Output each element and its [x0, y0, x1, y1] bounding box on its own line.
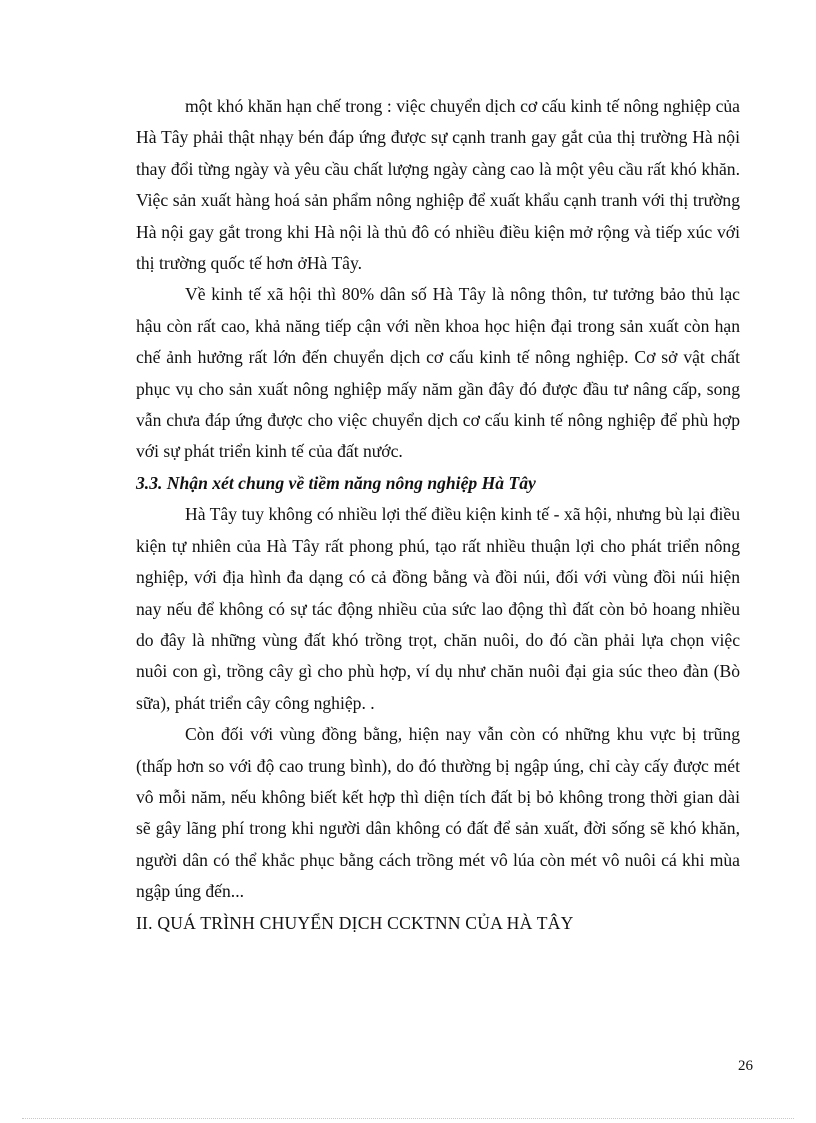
paragraph-body-2: Còn đối với vùng đồng bằng, hiện nay vẫn còn có những khu vực bị trũng (thấp hơn so với độ cao trung bình), do đó thường bị ngập úng, chỉ cày cấy được mét vô mỗi năm, nếu không biết kết hợp thì diện tích đất bị bỏ không trong thời gian dài sẽ gây lãng phí trong khi người dân không có đất để sản xuất, đời sống sẽ khó khăn, người dân có thể khắc phục bằng cách trồng mét vô lúa còn mét vô nuôi cá khi mùa ngập úng đến...	[136, 724, 740, 902]
section-heading: II. QUÁ TRÌNH CHUYỂN DỊCH CCKTNN CỦA HÀ TÂY	[136, 912, 574, 933]
document-page	[136, 91, 740, 939]
paragraph-intro-2: Về kinh tế xã hội thì 80% dân số Hà Tây là nông thôn, tư tưởng bảo thủ lạc hậu còn rất cao, khả năng tiếp cận với nền khoa học hiện đại trong sản xuất còn hạn chế ảnh hưởng rất lớn đến chuyển dịch cơ cấu kinh tế nông nghiệp. Cơ sở vật chất phục vụ cho sản xuất nông nghiệp mấy năm gần đây đó được đầu tư nâng cấp, song vẫn chưa đáp ứng được cho việc chuyển dịch cơ cấu kinh tế nông nghiệp để phù hợp với sự phát triển kinh tế của đất nước.	[136, 284, 740, 462]
page-number: 26	[738, 1058, 753, 1074]
subheading: 3.3. Nhận xét chung về tiềm năng nông nghiệp Hà Tây	[136, 472, 536, 493]
paragraph-intro-1: một khó khăn hạn chế trong : việc chuyển dịch cơ cấu kinh tế nông nghiệp của Hà Tây phải thật nhạy bén đáp ứng được sự cạnh tranh gay gắt của thị trường Hà nội thay đổi từng ngày và yêu cầu chất lượng ngày càng cao là một yêu cầu rất khó khăn. Việc sản xuất hàng hoá sản phẩm nông nghiệp để xuất khẩu cạnh tranh với thị trường Hà nội gay gắt trong khi Hà nội là thủ đô có nhiều điều kiện mở rộng và tiếp xúc với thị trường quốc tế hơn ởHà Tây.	[136, 96, 740, 274]
page-bottom-divider	[22, 1118, 794, 1119]
paragraph-body-1: Hà Tây tuy không có nhiều lợi thế điều kiện kinh tế - xã hội, nhưng bù lại điều kiện tự nhiên của Hà Tây rất phong phú, tạo rất nhiều thuận lợi cho phát triển nông nghiệp, với địa hình đa dạng có cả đồng bằng và đồi núi, đối với vùng đồi núi hiện nay nếu để không có sự tác động nhiều của sức lao động thì đất còn bỏ hoang nhiều do đây là những vùng đất khó trồng trọt, chăn nuôi, do đó cần phải lựa chọn việc nuôi con gì, trồng cây gì cho phù hợp, ví dụ như chăn nuôi đại gia súc theo đàn (Bò sữa), phát triển cây công nghiệp. .	[136, 504, 740, 713]
